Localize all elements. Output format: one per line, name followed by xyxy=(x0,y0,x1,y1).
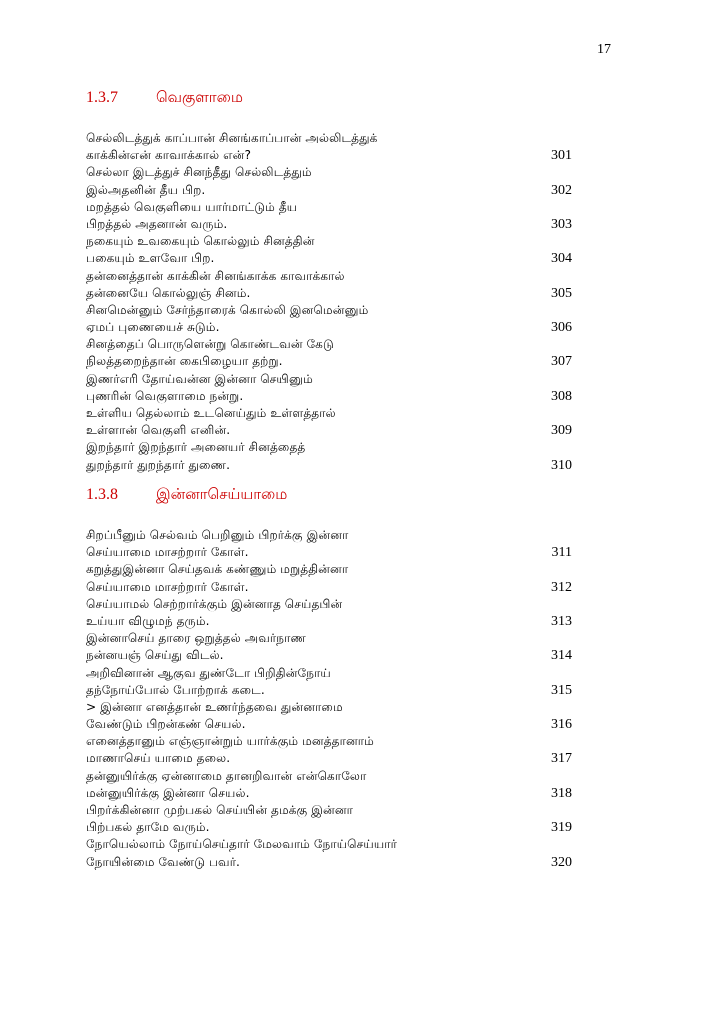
couplet-line-1: பிறர்க்கின்னா முற்பகல் செய்யின் தமக்கு இன்னா xyxy=(86,803,354,817)
section-vekulamai xyxy=(86,86,572,474)
couplet-number: 318 xyxy=(551,785,572,801)
couplet xyxy=(86,199,572,233)
couplet xyxy=(86,268,572,302)
couplet-list xyxy=(86,527,572,871)
couplet-line-2: மாணாசெய் யாமை தலை. xyxy=(86,751,231,766)
couplet-line-1: கறுத்துஇன்னா செய்தவக் கண்ணும் மறுத்தின்னா xyxy=(86,562,349,577)
couplet xyxy=(86,302,572,336)
couplet xyxy=(86,439,572,473)
couplet xyxy=(86,802,572,836)
couplet-line-2: வேண்டும் பிறன்கண் செயல். xyxy=(86,717,246,732)
couplet-line-2: உய்யா விழுமந் தரும். xyxy=(86,613,210,628)
couplet xyxy=(86,527,572,561)
couplet-number: 310 xyxy=(551,457,572,473)
couplet-line-2: தந்நோய்போல் போற்றாக் கடை. xyxy=(86,682,265,697)
couplet-line-1: சினத்தைப் பொருளென்று கொண்டவன் கேடு xyxy=(86,337,334,352)
couplet-line-1: நோயெல்லாம் நோய்செய்தார் மேலவாம் நோய்செய்யார் xyxy=(86,837,398,852)
couplet-line-2: நிலத்தறைந்தான் கைபிழையா தற்று. xyxy=(86,354,283,369)
page-number: 17 xyxy=(597,42,611,57)
couplet-line-1: சிறப்பீனும் செல்வம் பெறினும் பிறர்க்கு இன்னா xyxy=(86,528,349,542)
couplet-number: 308 xyxy=(551,388,572,404)
couplet-line-2: செய்யாமை மாசற்றார் கோள். xyxy=(86,579,249,594)
couplet-line-1: செல்லிடத்துக் காப்பான் சினங்காப்பான் அல்லிடத்துக் xyxy=(86,131,378,145)
couplet-line-2: புணரின் வெகுளாமை நன்று. xyxy=(86,388,244,403)
couplet-line-2: செய்யாமை மாசற்றார் கோள். xyxy=(86,545,249,560)
section-title: வெகுளாமை xyxy=(156,88,243,106)
couplet-line-1: உள்ளிய தெல்லாம் உடனெய்தும் உள்ளத்தால் xyxy=(86,406,336,420)
couplet xyxy=(86,699,572,733)
couplet-line-2: பகையும் உளவோ பிற. xyxy=(86,251,215,266)
couplet-line-1: எனைத்தானும் எஞ்ஞான்றும் யார்க்கும் மனத்தானாம் xyxy=(86,734,374,749)
couplet xyxy=(86,733,572,767)
couplet xyxy=(86,596,572,630)
couplet-line-1: அறிவினான் ஆகுவ துண்டோ பிறிதின்நோய் xyxy=(86,665,331,680)
couplet xyxy=(86,630,572,664)
couplet-line-1: செய்யாமல் செற்றார்க்கும் இன்னாத செய்தபின் xyxy=(86,596,343,611)
couplet-line-1: மறத்தல் வெகுளியை யார்மாட்டும் தீய xyxy=(86,199,298,214)
couplet-line-2: துறந்தார் துறந்தார் துணை. xyxy=(86,457,230,472)
couplet xyxy=(86,768,572,802)
couplet-number: 303 xyxy=(551,216,572,232)
couplet-line-2: காக்கின்என் காவாக்கால் என்? xyxy=(86,148,251,163)
couplet-number: 315 xyxy=(551,682,572,698)
couplet-line-2: மன்னுயிர்க்கு இன்னா செயல். xyxy=(86,785,250,800)
couplet-number: 307 xyxy=(551,354,572,370)
couplet-number: 301 xyxy=(551,148,572,164)
section-number: 1.3.7 xyxy=(86,89,118,106)
couplet-list xyxy=(86,130,572,474)
couplet-line-1: இன்னாசெய் தாரை ஒறுத்தல் அவர்நாண xyxy=(86,631,306,646)
couplet-line-1: > இன்னா எனத்தான் உணர்ந்தவை துன்னாமை xyxy=(86,699,343,714)
couplet-line-2: பிறத்தல் அதனான் வரும். xyxy=(86,216,228,231)
section-heading xyxy=(86,483,572,505)
couplet xyxy=(86,336,572,370)
couplet xyxy=(86,665,572,699)
couplet-line-1: இணர்எரி தோய்வன்ன இன்னா செயினும் xyxy=(86,371,313,386)
couplet-line-1: செல்லா இடத்துச் சினந்தீது செல்லிடத்தும் xyxy=(86,165,312,180)
couplet-number: 314 xyxy=(551,648,572,664)
section-title: இன்னாசெய்யாமை xyxy=(156,485,288,503)
section-innaseyyamai xyxy=(86,483,572,871)
couplet-line-1: தன்னைத்தான் காக்கின் சினங்காக்க காவாக்கால் xyxy=(86,268,345,283)
couplet-number: 302 xyxy=(551,182,572,198)
couplet-number: 304 xyxy=(551,251,572,267)
couplet xyxy=(86,836,572,870)
couplet-line-1: இறந்தார் இறந்தார் அனையர் சினத்தைத் xyxy=(86,440,306,455)
couplet-number: 320 xyxy=(551,854,572,870)
couplet xyxy=(86,130,572,164)
couplet-line-2: உள்ளான் வெகுளி எனின். xyxy=(86,423,231,438)
couplet xyxy=(86,164,572,198)
couplet-number: 311 xyxy=(551,545,572,561)
couplet xyxy=(86,371,572,405)
couplet-number: 317 xyxy=(551,751,572,767)
couplet-number: 312 xyxy=(551,579,572,595)
couplet-number: 313 xyxy=(551,613,572,629)
couplet-line-2: ஏமப் புணையைச் சுடும். xyxy=(86,320,220,335)
couplet-line-2: இல்அதனின் தீய பிற. xyxy=(86,182,206,197)
couplet-line-1: தன்னுயிர்க்கு ஏன்னாமை தானறிவான் என்கொலோ xyxy=(86,768,367,783)
section-number: 1.3.8 xyxy=(86,486,118,503)
section-heading xyxy=(86,86,572,108)
couplet-number: 306 xyxy=(551,320,572,336)
couplet xyxy=(86,405,572,439)
couplet xyxy=(86,561,572,595)
couplet-number: 309 xyxy=(551,423,572,439)
couplet-line-2: நோயின்மை வேண்டு பவர். xyxy=(86,854,240,869)
couplet-line-1: சினமென்னும் சேர்ந்தாரைக் கொல்லி இனமென்னும் xyxy=(86,302,369,317)
couplet-number: 305 xyxy=(551,285,572,301)
couplet-line-2: பிற்பகல் தாமே வரும். xyxy=(86,820,210,835)
couplet-number: 319 xyxy=(551,820,572,836)
couplet-line-2: நன்னயஞ் செய்து விடல். xyxy=(86,648,224,663)
couplet xyxy=(86,233,572,267)
couplet-number: 316 xyxy=(551,717,572,733)
couplet-line-2: தன்னையே கொல்லுஞ் சினம். xyxy=(86,285,251,300)
couplet-line-1: நகையும் உவகையும் கொல்லும் சினத்தின் xyxy=(86,234,315,249)
